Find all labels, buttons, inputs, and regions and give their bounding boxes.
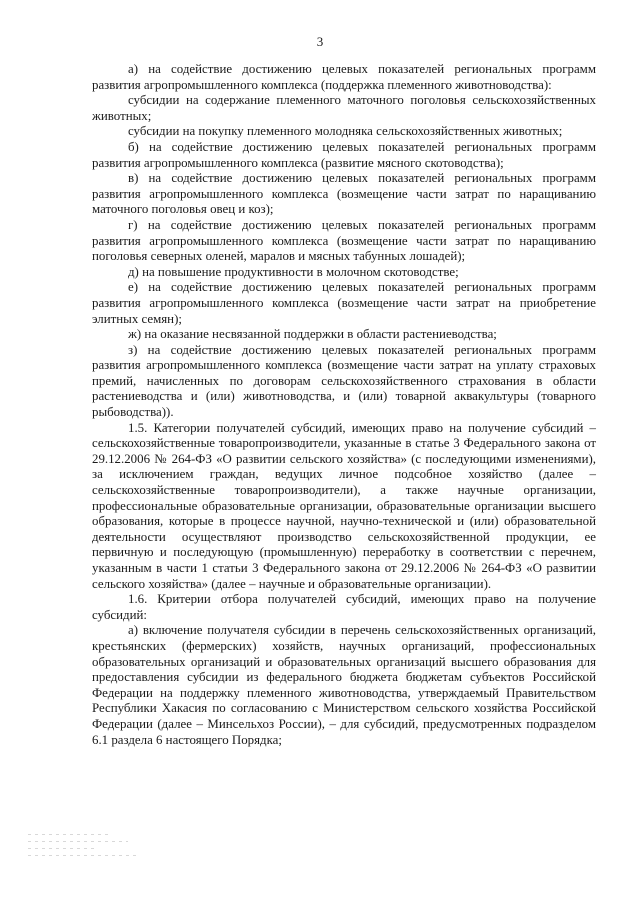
- page-number: 3: [316, 34, 324, 49]
- paragraph: б) на содействие достижению целевых показателей региональных программ развития агропромышленного комплекса (развитие мясного скотоводства);: [92, 139, 596, 170]
- paragraph: г) на содействие достижению целевых показателей региональных программ развития агропромышленного комплекса (возмещение части затрат по наращиванию поголовья северных оленей, маралов и мясных табунных лошадей);: [92, 217, 596, 264]
- paragraph: з) на содействие достижению целевых показателей региональных программ развития агропромышленного комплекса (возмещение части затрат на уплату страховых премий, начисленных по договорам сельскохозяйственного страхования в области растениеводства и (или) животноводства, и (или) товарной аквакультуры (товарного рыбоводства)).: [92, 342, 596, 420]
- paragraph: 1.5. Категории получателей субсидий, имеющих право на получение субсидий – сельскохозяйственные товаропроизводители, указанные в статье 3 Федерального закона от 29.12.2006 № 264-ФЗ «О развитии сельского хозяйства» (с последующими изменениями), за исключением граждан, ведущих личное подсобное хозяйство (далее – сельскохозяйственные товаропроизводители), а также научные организации, профессиональные образовательные организации, образовательные организации высшего образования, которые в процессе научной, научно-технической и (или) образовательной деятельности осуществляют производство сельскохозяйственной продукции, ее первичную и последующую (промышленную) переработку в соответствии с перечнем, указанным в части 1 статьи 3 Федерального закона от 29.12.2006 № 264-ФЗ «О развитии сельского хозяйства» (далее – научные и образовательные организации).: [92, 420, 596, 591]
- paragraph: в) на содействие достижению целевых показателей региональных программ развития агропромышленного комплекса (возмещение части затрат по наращиванию маточного поголовья овец и коз);: [92, 171, 596, 217]
- paragraph: субсидии на покупку племенного молодняка сельскохозяйственных животных;: [128, 124, 563, 139]
- paragraph: а) на содействие достижению целевых показателей региональных программ развития агропромышленного комплекса (поддержка племенного животноводства):: [92, 62, 596, 92]
- paragraph: субсидии на содержание племенного маточного поголовья сельскохозяйственных животных;: [92, 93, 596, 123]
- paragraph: а) включение получателя субсидии в перечень сельскохозяйственных организаций, крестьянских (фермерских) хозяйств, научных организаций, профессиональных образовательных организаций и образовательных организаций высшего образования для предоставления субсидии из федерального бюджета бюджетам субъектов Российской Федерации на поддержку племенного животноводства, утверждаемый Правительством Республики Хакасия по согласованию с Министерством сельского хозяйства Российской Федерации (далее – Минсельхоз России), – для субсидий, предусмотренных подразделом 6.1 раздела 6 настоящего Порядка;: [92, 623, 596, 747]
- document-body: [92, 62, 596, 748]
- paragraph: д) на повышение продуктивности в молочном скотоводстве;: [128, 264, 459, 279]
- faint-stamp-mark: [28, 828, 148, 878]
- paragraph: е) на содействие достижению целевых показателей региональных программ развития агропромышленного комплекса (возмещение части затрат на приобретение элитных семян);: [92, 280, 596, 326]
- paragraph: 1.6. Критерии отбора получателей субсидий, имеющих право на получение субсидий:: [92, 592, 596, 622]
- paragraph: ж) на оказание несвязанной поддержки в области растениеводства;: [128, 327, 497, 342]
